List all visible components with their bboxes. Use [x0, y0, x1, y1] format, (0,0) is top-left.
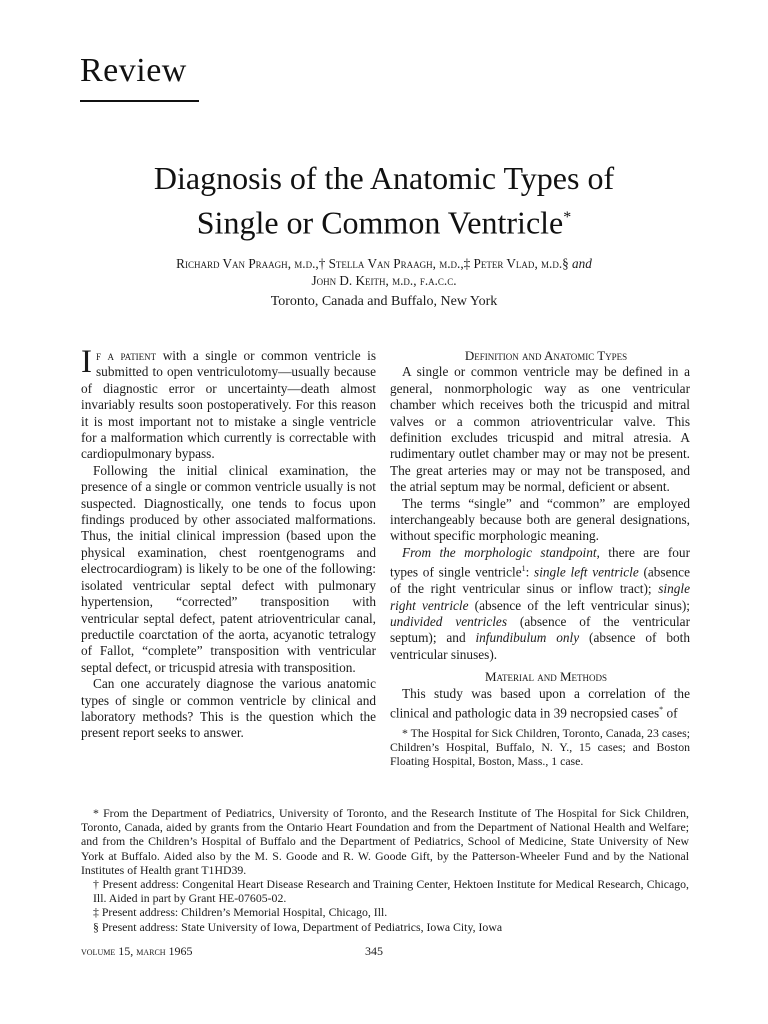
issue-date: march 1965 [136, 944, 193, 958]
italic-text: infundibulum only [475, 630, 580, 646]
text-run: (absence of both ventricular sinuses). [390, 630, 690, 662]
author-name: John D. Keith [311, 273, 386, 288]
italic-text: From the morphologic standpoint, [402, 544, 600, 560]
text-run: This study was based upon a correlation of the clinical and pathologic data in 39 necropsied cases [390, 685, 690, 721]
reference-marker: 1 [521, 564, 526, 574]
section-heading: Definition and Anatomic Types [464, 348, 628, 363]
intro-paragraph [81, 344, 376, 463]
page-footnotes [81, 806, 689, 934]
author-mark: ‡ [463, 256, 471, 271]
author-line-2 [60, 272, 708, 289]
title-line-2 [0, 198, 768, 243]
text-run: (absence of the right ventricular sinus or inflow tract); [390, 564, 690, 597]
author-name: Richard Van Praagh [176, 256, 288, 271]
author-name: Peter Vlad [470, 256, 535, 271]
journal-volume-date [81, 944, 193, 959]
body-paragraph [390, 545, 690, 663]
right-column [390, 348, 690, 768]
section-rule [80, 100, 199, 102]
text-run: (absence of the ventricular septum); and [390, 613, 690, 646]
footnote-main: * From the Department of Pediatrics, University of Toronto, and the Research Institute of The Hospital for Sick Children, Toronto, Canada, aided by grants from the Ontario Heart Foundation and from the Department of National Health and Welfare; and from the Children’s Hospital of Buffalo and the Department of Pediatrics, School of Medicine, State University of New York at Buffalo. Aided also by the M. S. Goode and R. W. Goode Gift, by the Patterson-Wheeler Fund and by the National Institutes of Health grant T1HD39. [81, 806, 689, 877]
author-mark: § [562, 256, 569, 271]
text-run: there are four types of single ventricle [390, 544, 691, 580]
italic-text: undivided ventricles [390, 613, 508, 629]
footnote-address: § Present address: State University of Iowa, Department of Pediatrics, Iowa City, Iowa [93, 919, 503, 934]
author-degree: , m.d., [432, 256, 464, 271]
section-label: Review [80, 52, 187, 89]
title-line-1: Diagnosis of the Anatomic Types of [153, 160, 615, 196]
author-degree: , m.d. [534, 256, 563, 271]
author-degree: , m.d., f.a.c.c. [385, 273, 457, 288]
column-footnote [390, 726, 690, 769]
drop-cap: I [81, 344, 92, 380]
footnote-address: ‡ Present address: Children’s Memorial Hospital, Chicago, Ill. [93, 905, 388, 920]
body-paragraph: Following the initial clinical examination, the presence of a single or common ventricle usually is not suspected. Diagnostically, one tends to focus upon findings produced by other associated malformations. Thus, the initial clinical impression (based upon the physical examination, chest roentgenograms and electrocardiogram) is likely to be one of the following: isolated ventricular septal defect with pulmonary hypertension, “corrected” transposition with ventricular septal defect, patent atrioventricular canal, preductile coarctation of the aorta, acyanotic tetralogy of Fallot, “complete” transposition with ventricular septal defect, or tricuspid atresia with transposition. [81, 462, 376, 675]
footnote-address: † Present address: Congenital Heart Disease Research and Training Center, Hektoen Institute for Medical Research, Chicago, Ill. Aided in part by Grant HE-07605-02. [93, 877, 689, 906]
author-line-1 [60, 255, 708, 272]
body-paragraph: The terms “single” and “common” are employed interchangeably because both are general designations, without specific morphologic meaning. [390, 495, 690, 544]
section-heading: Material and Methods [484, 669, 608, 685]
volume-label: volume [81, 944, 116, 958]
body-paragraph: A single or common ventricle may be defined in a general, nonmorphologic way as one ventricular chamber which receives both the tricuspid and mitral valves or a common atrioventricular valve. This definition excludes tricuspid and mitral atresia. A rudimentary outlet chamber may or may not be present. The great arteries may or may not be transposed, and the atrial septum may be normal, deficient or absent. [390, 364, 690, 495]
intro-paragraph-text: with a single or common ventricle is submitted to open ventriculotomy—usually because of diagnostic error or uncertainty—death almost invariably results soon postoperatively. For this reason it is most important not to mistake a single ventricle for a malformation which currently is correctable with cardiopulmonary bypass. [81, 348, 376, 462]
text-run: (absence of the left ventricular sinus); [468, 597, 691, 613]
italic-text: single left ventricle [534, 564, 639, 580]
author-and: and [568, 256, 592, 271]
author-location: Toronto, Canada and Buffalo, New York [270, 294, 498, 309]
text-run: of [663, 705, 678, 721]
title-footnote-marker: * [563, 209, 572, 226]
italic-text: single right ventricle [390, 581, 690, 613]
column-footnote-text: * The Hospital for Sick Children, Toronto, Canada, 23 cases; Children’s Hospital, Buffalo, N. Y., 15 cases; and Boston Floating Hospital, Boston, Mass., 1 case. [390, 725, 690, 769]
article-title [0, 158, 768, 243]
author-list [60, 255, 708, 289]
body-paragraph: Can one accurately diagnose the various anatomic types of single or common ventricle by clinical and laboratory methods? This is the question which the present report seeks to answer. [81, 676, 376, 741]
author-degree: , m.d., [287, 256, 319, 271]
author-mark: † [318, 256, 326, 271]
footnote-marker: * [659, 704, 664, 714]
body-paragraph [390, 686, 690, 722]
volume-number: 15, [118, 944, 134, 958]
lead-in-smallcaps: f a patient [96, 348, 157, 363]
page-number: 345 [365, 944, 383, 958]
text-run: : [525, 564, 535, 580]
author-name: Stella Van Praagh [325, 256, 433, 271]
left-column [81, 344, 376, 742]
title-line-2-text: Single or Common Ventricle [196, 204, 564, 241]
